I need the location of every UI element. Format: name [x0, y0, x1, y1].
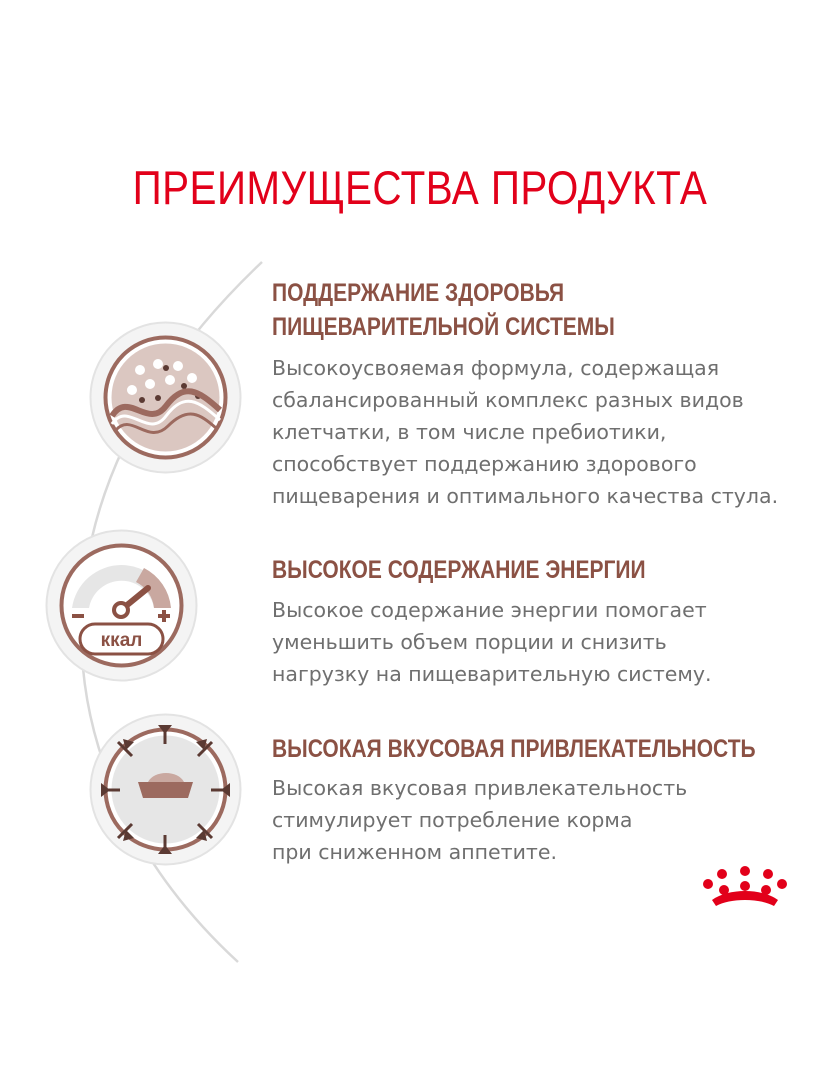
digestion-icon [88, 320, 243, 475]
feature-text-line: клетчатки, в том числе пребиотики, [272, 420, 667, 444]
feature-text-line: способствует поддержанию здорового [272, 452, 697, 476]
feature-text-line: уменьшить объем порции и снизить [272, 630, 667, 654]
feature-title-line: ВЫСОКОЕ СОДЕРЖАНИЕ ЭНЕРГИИ [272, 556, 646, 584]
feature-text-energy [272, 594, 712, 690]
feature-text-line: нагрузку на пищеварительную систему. [272, 662, 712, 686]
feature-title-palatability [272, 732, 756, 766]
feature-text-line: Высокоусвояемая формула, содержащая [272, 356, 720, 380]
feature-text-line: пищеварения и оптимального качества стула. [272, 484, 779, 508]
feature-text-palatability [272, 772, 687, 868]
palatability-bowl-icon [88, 712, 243, 867]
page-title: ПРЕИМУЩЕСТВА ПРОДУКТА [132, 161, 708, 214]
feature-text-digestion [272, 352, 778, 512]
feature-text-line: стимулирует потребление корма [272, 808, 633, 832]
feature-title-digestion [272, 276, 615, 344]
feature-text-line: Высокая вкусовая привлекательность [272, 776, 688, 800]
feature-text-line: сбалансированный комплекс разных видов [272, 388, 744, 412]
feature-title-energy [272, 553, 646, 587]
feature-title-line: ВЫСОКАЯ ВКУСОВАЯ ПРИВЛЕКАТЕЛЬНОСТЬ [272, 735, 756, 763]
feature-text-line: Высокое содержание энергии помогает [272, 598, 707, 622]
feature-title-line: ПИЩЕВАРИТЕЛЬНОЙ СИСТЕМЫ [272, 313, 615, 341]
feature-title-line: ПОДДЕРЖАНИЕ ЗДОРОВЬЯ [272, 279, 565, 307]
royal-canin-crown-logo [700, 866, 790, 914]
feature-text-line: при сниженном аппетите. [272, 840, 557, 864]
energy-gauge-icon [44, 528, 199, 683]
kcal-label: ккал [100, 630, 143, 651]
